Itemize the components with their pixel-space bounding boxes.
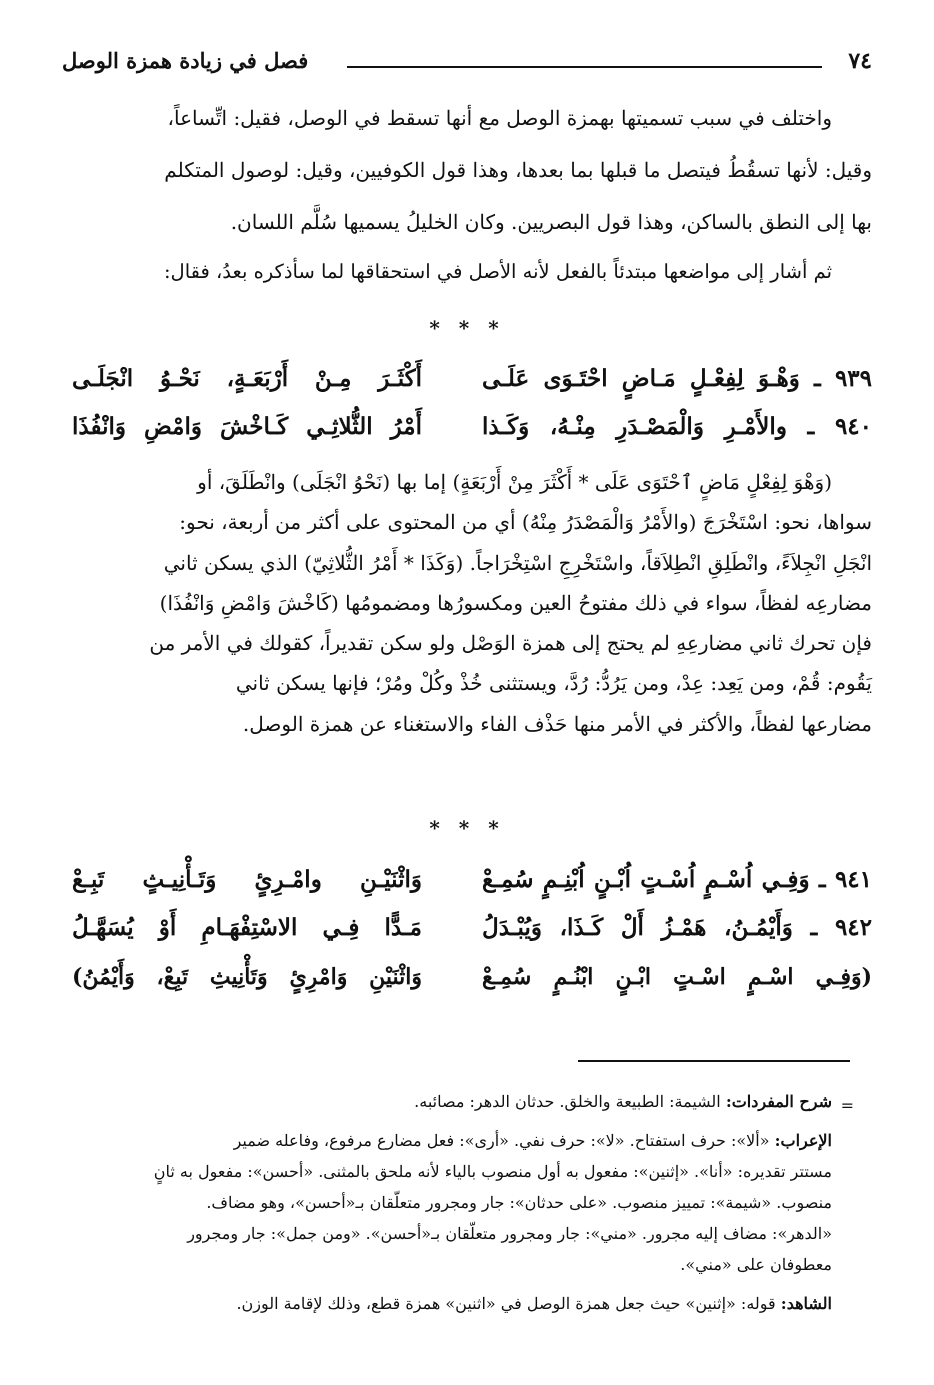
text-line: (وَهْوَ لِفِعْلٍ مَاضٍ ٱحْتَوَى عَلَى * أَكْثَرَ مِنْ أَرْبَعَةٍ) إما بها (نَحْوُ انْجَلَى) وانْطَلَقَ، أو — [197, 470, 832, 494]
text-line: فإن تحرك ثاني مضارعِهِ لم يحتج إلى همزة الوَصْل ولو سكن تقديراً، كقولك في الأمر من — [149, 631, 872, 656]
commentary-paragraph — [68, 462, 872, 744]
verse-quote-line — [72, 964, 872, 1004]
text-line: بها إلى النطق بالساكن، وهذا قول البصريين. وكان الخليلُ يسميها سُلَّم اللسان. — [230, 210, 872, 234]
glossary-note — [68, 1086, 832, 1117]
verse-line — [72, 365, 872, 413]
text-line: سواها، نحو: اسْتَخْرَجَ (والأَمْرُ وَالْمَصْدَرُ مِنْهُ) أي من المحتوى على أكثر من أربعة، نحو: — [179, 510, 872, 535]
transition-note: ثم أشار إلى مواضعها مبتدئاً بالفعل لأنه الأصل في استحقاقها لما سأذكره بعدُ، فقال: — [163, 260, 832, 283]
parsing-heading: الإعراب: — [774, 1131, 832, 1150]
verse-line — [72, 914, 872, 962]
verse-block — [72, 866, 872, 962]
first-hemistich: ٩٣٩ ـ وَهْـوَ لِفِعْـلٍ مَـاضٍ احْتَـوَى عَلَـى — [482, 365, 872, 392]
page-header — [62, 48, 872, 84]
footnote-marker: = — [840, 1096, 854, 1115]
text-line: مضارعها لفظاً، والأكثر في الأمر منها حَذْف الفاء والاستغناء عن همزة الوصل. — [242, 711, 872, 736]
witness-heading: الشاهد: — [780, 1294, 832, 1313]
second-hemistich: وَاثْنَيْـنِ وامْـرِئٍ وَتَـأْنِيـثٍ تَبِـعْ — [72, 866, 422, 893]
verse-line — [72, 866, 872, 914]
text-line: معطوفان على «مني». — [680, 1255, 832, 1274]
text-line: مضارعِه لفظاً، سواء في ذلك مفتوحُ العين ومكسورُها ومضمومُها (كَاخْشَ وَامْضِ وَانْفُذَا) — [159, 590, 872, 615]
glossary-text: الشيمة: الطبيعة والخلق. حدثان الدهر: مصائبه. — [414, 1092, 721, 1111]
second-hemistich: أَمْرُ الثُّلاثِـي كَـاخْشَ وَامْضِ وَانْفُذَا — [72, 413, 422, 440]
parsing-text: «ألا»: حرف استفتاح. «لا»: حرف نفي. «أرى»: فعل مضارع مرفوع، وفاعله ضمير — [233, 1131, 770, 1150]
second-hemistich: أَكْثَـرَ مِـنْ أَرْبَعَـةٍ، نَحْـوُ انْجَلَـى — [72, 365, 422, 392]
verse-block — [72, 365, 872, 461]
text-line: انْجَلِ انْجِلاَءً، وانْطَلِقِ انْطِلاَقاً، واسْتَخْرِجِ اسْتِخْرَاجاً. (وَكَذَا * أَمْرُ الثُّلاثِيّ) الذي يسكن ثاني — [163, 550, 872, 575]
first-hemistich: ٩٤٢ ـ وَأَيْمُـنُ، هَمْـزُ أَلْ كَـذَا، وَيُبْـدَلُ — [482, 914, 872, 941]
section-separator: * * * — [429, 316, 505, 340]
text-line: مستتر تقديره: «أنا». «إثنين»: مفعول به أول منصوب بالياء لأنه ملحق بالمثنى. «أحسن»: مفعول به ثانٍ — [153, 1162, 832, 1181]
witness-note — [68, 1288, 832, 1319]
section-separator: * * * — [429, 816, 505, 840]
quoted-first-hemistich: (وَفِـي اسْـمٍ اسْـتٍ ابْـنٍ ابْنُـمٍ سُمِـعْ — [482, 964, 872, 990]
text-line: وقيل: لأنها تسقُطُ فيتصل ما قبلها بما بعدها، وهذا قول الكوفيين، وقيل: لوصول المتكلم — [164, 158, 872, 182]
text-line: منصوب. «شيمة»: تمييز منصوب. «على حدثان»: جار ومجرور متعلّقان بـ«أحسن»، وهو مضاف. — [206, 1193, 832, 1212]
page-number: ٧٤ — [848, 48, 872, 74]
witness-text: قوله: «إثنين» حيث جعل همزة الوصل في «اثنين» همزة قطع، وذلك لإقامة الوزن. — [236, 1294, 776, 1313]
header-rule — [347, 66, 822, 68]
first-hemistich: ٩٤١ ـ وَفِـي اُسْـمٍ اُسْـتٍ اُبْـنٍ اُبْنِـمٍ سُمِـعْ — [482, 866, 872, 893]
text-line: يَقُوم: قُمْ، ومن يَعِد: عِدْ، ومن يَرُدُّ: رُدَّ، ويستثنى خُذْ وكُلْ ومُرْ؛ فإنها يسكن ثاني — [235, 671, 872, 696]
first-hemistich: ٩٤٠ ـ والأَمْـرِ وَالْمَصْـدَرِ مِنْـهُ، وَكَـذا — [482, 413, 872, 440]
quoted-second-hemistich: وَاثْنَيْنِ وَامْرِئٍ وَتَأْنِيثِ تَبِعْ، وَأَيْمُنُ) — [72, 964, 422, 990]
intro-paragraph — [68, 92, 872, 248]
text-line: واختلف في سبب تسميتها بهمزة الوصل مع أنها تسقط في الوصل، فقيل: اتِّساعاً، — [167, 106, 832, 130]
running-title: فصل في زيادة همزة الوصل — [62, 48, 309, 73]
verse-line — [72, 413, 872, 461]
footnote-rule — [578, 1060, 850, 1062]
second-hemistich: مَـدًّا فِـي الاسْتِفْهَـامِ أَوْ يُسَهَّـلُ — [72, 914, 422, 941]
glossary-heading: شرح المفردات: — [725, 1092, 832, 1111]
text-line: «الدهر»: مضاف إليه مجرور. «مني»: جار ومجرور متعلّقان بـ«أحسن». «ومن جمل»: جار ومجرور — [187, 1224, 832, 1243]
text-line — [68, 1125, 832, 1156]
footnotes — [68, 1086, 872, 1319]
parsing-note — [68, 1125, 832, 1280]
